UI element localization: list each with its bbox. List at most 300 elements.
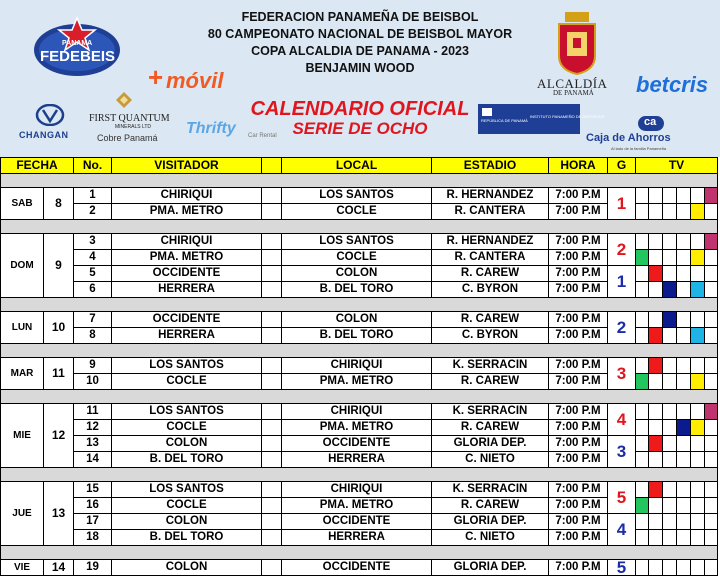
fedebeis-logo	[32, 16, 122, 78]
tv-channel-cell	[636, 312, 649, 328]
stadium: GLORIA DEP.	[432, 436, 549, 452]
tv-channel-cell	[705, 188, 718, 204]
caja-de-ahorros-badge-icon	[638, 116, 664, 131]
g-group-number: 2	[608, 234, 636, 266]
thrifty-logo: Thrifty	[186, 120, 236, 137]
tv-channel-cell	[663, 374, 677, 390]
local-team: PMA. METRO	[282, 498, 432, 514]
game-time: 7:00 P.M	[549, 282, 608, 298]
plus-icon: +	[148, 62, 164, 92]
tv-channel-cell	[649, 204, 663, 220]
changan-text: CHANGAN	[19, 130, 69, 140]
tv-channel-cell	[705, 282, 718, 298]
tv-channel-cell	[649, 420, 663, 436]
tv-channel-cell	[677, 436, 691, 452]
col-hora: HORA	[549, 158, 608, 174]
g-group-number: 4	[608, 514, 636, 546]
g-group-number: 5	[608, 482, 636, 514]
header-row	[1, 158, 718, 174]
visitor-team: HERRERA	[112, 282, 262, 298]
g-group-number: 3	[608, 436, 636, 468]
tv-channel-cell	[663, 204, 677, 220]
tv-channel-cell	[636, 404, 649, 420]
tv-channel-cell	[705, 404, 718, 420]
tv-channel-cell	[649, 452, 663, 468]
game-number: 2	[74, 204, 112, 220]
local-team: COLON	[282, 312, 432, 328]
fedebeis-panama-text: PANAMA	[62, 40, 93, 47]
tv-channel-cell	[663, 358, 677, 374]
game-number: 9	[74, 358, 112, 374]
tv-channel-cell	[677, 282, 691, 298]
first-quantum-name: FIRST QUANTUM	[89, 113, 170, 124]
tv-channel-cell	[663, 266, 677, 282]
tv-channel-cell	[677, 234, 691, 250]
tv-channel-cell	[636, 188, 649, 204]
tv-channel-cell	[691, 530, 705, 546]
tv-channel-cell	[649, 188, 663, 204]
movil-logo	[148, 64, 258, 94]
tv-channel-cell	[691, 498, 705, 514]
tv-channel-cell	[677, 452, 691, 468]
spacer-cell	[262, 436, 282, 452]
tv-channel-cell	[649, 514, 663, 530]
local-team: COLON	[282, 266, 432, 282]
spacer-cell	[262, 560, 282, 576]
date-cell: 13	[44, 482, 74, 546]
spacer-cell	[262, 312, 282, 328]
day-cell: SAB	[1, 188, 44, 220]
col-visitador: VISITADOR	[112, 158, 262, 174]
tv-channel-cell	[691, 420, 705, 436]
game-time: 7:00 P.M	[549, 328, 608, 344]
tv-channel-cell	[663, 250, 677, 266]
local-team: LOS SANTOS	[282, 188, 432, 204]
title-honoree: BENJAMIN WOOD	[305, 61, 415, 75]
local-team: OCCIDENTE	[282, 560, 432, 576]
tv-channel-cell	[636, 436, 649, 452]
tv-channel-cell	[636, 498, 649, 514]
calendar-title: CALENDARIO OFICIAL	[250, 98, 470, 120]
spacer-cell	[262, 234, 282, 250]
game-number: 4	[74, 250, 112, 266]
date-cell: 9	[44, 234, 74, 298]
tv-channel-cell	[649, 312, 663, 328]
separator-row	[1, 546, 718, 560]
spacer-cell	[262, 374, 282, 390]
table-row	[1, 482, 718, 498]
tv-channel-cell	[691, 312, 705, 328]
tv-channel-cell	[677, 374, 691, 390]
tv-channel-cell	[691, 358, 705, 374]
tv-channel-cell	[649, 560, 663, 576]
tv-channel-cell	[649, 234, 663, 250]
date-cell: 14	[44, 560, 74, 576]
visitor-team: COLON	[112, 514, 262, 530]
stadium: R. HERNANDEZ	[432, 234, 549, 250]
day-cell: MAR	[1, 358, 44, 390]
tv-channel-cell	[663, 234, 677, 250]
tv-channel-cell	[705, 560, 718, 576]
first-quantum-emblem-icon	[116, 92, 132, 108]
stadium: K. SERRACIN	[432, 358, 549, 374]
betcris-logo: betcris	[636, 72, 709, 97]
tv-channel-cell	[677, 498, 691, 514]
tv-channel-cell	[705, 250, 718, 266]
tv-channel-cell	[677, 250, 691, 266]
alcaldia-text: ALCALDÍA	[537, 76, 608, 91]
spacer-cell	[262, 498, 282, 514]
tv-channel-cell	[663, 560, 677, 576]
tv-channel-cell	[677, 514, 691, 530]
tv-channel-cell	[705, 498, 718, 514]
date-cell: 10	[44, 312, 74, 344]
visitor-team: B. DEL TORO	[112, 530, 262, 546]
game-time: 7:00 P.M	[549, 250, 608, 266]
visitor-team: COLON	[112, 560, 262, 576]
visitor-team: COCLE	[112, 498, 262, 514]
stadium: R. CAREW	[432, 266, 549, 282]
changan-emblem-icon	[35, 104, 65, 126]
calendar-heading	[240, 98, 480, 138]
game-time: 7:00 P.M	[549, 404, 608, 420]
tv-channel-cell	[691, 282, 705, 298]
tv-channel-cell	[691, 452, 705, 468]
tv-channel-cell	[677, 188, 691, 204]
local-team: OCCIDENTE	[282, 436, 432, 452]
table-row	[1, 436, 718, 452]
tv-channel-cell	[705, 266, 718, 282]
date-cell: 12	[44, 404, 74, 468]
tv-channel-cell	[636, 530, 649, 546]
local-team: COCLE	[282, 204, 432, 220]
game-number: 3	[74, 234, 112, 250]
tv-channel-cell	[677, 358, 691, 374]
g-group-number: 5	[608, 560, 636, 576]
table-row	[1, 188, 718, 204]
visitor-team: CHIRIQUI	[112, 188, 262, 204]
table-row	[1, 312, 718, 328]
local-team: COCLE	[282, 250, 432, 266]
tv-channel-cell	[649, 374, 663, 390]
stadium: GLORIA DEP.	[432, 514, 549, 530]
day-cell: JUE	[1, 482, 44, 546]
tv-channel-cell	[636, 266, 649, 282]
game-time: 7:00 P.M	[549, 312, 608, 328]
tv-channel-cell	[636, 234, 649, 250]
tv-channel-cell	[677, 204, 691, 220]
game-time: 7:00 P.M	[549, 452, 608, 468]
tv-channel-cell	[636, 328, 649, 344]
stadium: K. SERRACIN	[432, 404, 549, 420]
visitor-team: OCCIDENTE	[112, 266, 262, 282]
separator-cell	[1, 390, 718, 404]
game-time: 7:00 P.M	[549, 266, 608, 282]
table-row	[1, 560, 718, 576]
spacer-cell	[262, 204, 282, 220]
local-team: HERRERA	[282, 452, 432, 468]
stadium: C. BYRON	[432, 328, 549, 344]
day-cell: DOM	[1, 234, 44, 298]
col-spacer	[262, 158, 282, 174]
local-team: PMA. METRO	[282, 374, 432, 390]
tv-channel-cell	[663, 436, 677, 452]
separator-cell	[1, 174, 718, 188]
tv-channel-cell	[677, 420, 691, 436]
tv-channel-cell	[663, 498, 677, 514]
game-time: 7:00 P.M	[549, 560, 608, 576]
tv-channel-cell	[705, 358, 718, 374]
fedebeis-name: FEDEBEIS	[40, 48, 116, 65]
separator-row	[1, 344, 718, 358]
tv-channel-cell	[663, 404, 677, 420]
tv-channel-cell	[691, 436, 705, 452]
table-row	[1, 358, 718, 374]
game-time: 7:00 P.M	[549, 358, 608, 374]
tv-channel-cell	[691, 234, 705, 250]
visitor-team: LOS SANTOS	[112, 358, 262, 374]
tv-channel-cell	[663, 312, 677, 328]
tv-channel-cell	[705, 514, 718, 530]
title-federation: FEDERACION PANAMEÑA DE BEISBOL	[241, 10, 479, 24]
visitor-team: LOS SANTOS	[112, 482, 262, 498]
game-time: 7:00 P.M	[549, 234, 608, 250]
stadium: GLORIA DEP.	[432, 560, 549, 576]
tv-channel-cell	[705, 530, 718, 546]
schedule-body	[1, 158, 718, 576]
visitor-team: HERRERA	[112, 328, 262, 344]
tv-channel-cell	[636, 374, 649, 390]
stadium: C. NIETO	[432, 530, 549, 546]
alcaldia-sub-text: DE PANAMÁ	[553, 89, 594, 97]
visitor-team: CHIRIQUI	[112, 234, 262, 250]
day-cell: VIE	[1, 560, 44, 576]
stadium: C. NIETO	[432, 452, 549, 468]
visitor-team: LOS SANTOS	[112, 404, 262, 420]
separator-row	[1, 298, 718, 312]
game-number: 5	[74, 266, 112, 282]
tv-channel-cell	[705, 204, 718, 220]
tv-channel-cell	[636, 482, 649, 498]
tv-channel-cell	[705, 482, 718, 498]
tv-channel-cell	[691, 250, 705, 266]
stadium: R. CAREW	[432, 498, 549, 514]
col-tv: TV	[636, 158, 718, 174]
col-local: LOCAL	[282, 158, 432, 174]
game-number: 17	[74, 514, 112, 530]
tv-channel-cell	[691, 514, 705, 530]
tv-channel-cell	[636, 514, 649, 530]
tv-channel-cell	[705, 436, 718, 452]
tv-channel-cell	[691, 188, 705, 204]
tv-channel-cell	[649, 436, 663, 452]
separator-row	[1, 468, 718, 482]
spacer-cell	[262, 452, 282, 468]
table-row	[1, 266, 718, 282]
caja-de-ahorros-text: Caja de Ahorros	[586, 132, 671, 144]
game-number: 18	[74, 530, 112, 546]
tv-channel-cell	[705, 452, 718, 468]
tv-channel-cell	[677, 530, 691, 546]
separator-row	[1, 390, 718, 404]
separator-cell	[1, 546, 718, 560]
date-cell: 11	[44, 358, 74, 390]
game-time: 7:00 P.M	[549, 204, 608, 220]
tv-channel-cell	[649, 266, 663, 282]
tv-channel-cell	[663, 452, 677, 468]
cobre-panama-text: Cobre Panamá	[97, 133, 158, 143]
col-fecha: FECHA	[1, 158, 74, 174]
tv-channel-cell	[636, 452, 649, 468]
calendar-subtitle: SERIE DE OCHO	[292, 119, 428, 138]
stadium: R. CAREW	[432, 312, 549, 328]
alcaldia-crest-icon	[555, 12, 599, 76]
caja-badge-text: ca	[644, 116, 657, 128]
col-estadio: ESTADIO	[432, 158, 549, 174]
g-group-number: 1	[608, 266, 636, 298]
tv-channel-cell	[636, 204, 649, 220]
local-team: B. DEL TORO	[282, 282, 432, 298]
tv-channel-cell	[649, 498, 663, 514]
visitor-team: PMA. METRO	[112, 250, 262, 266]
game-time: 7:00 P.M	[549, 514, 608, 530]
visitor-team: COCLE	[112, 420, 262, 436]
visitor-team: COCLE	[112, 374, 262, 390]
spacer-cell	[262, 482, 282, 498]
republica-text: REPÚBLICA DE PANAMÁ	[481, 118, 528, 123]
tv-channel-cell	[691, 560, 705, 576]
visitor-team: OCCIDENTE	[112, 312, 262, 328]
tv-channel-cell	[649, 250, 663, 266]
spacer-cell	[262, 358, 282, 374]
tv-channel-cell	[705, 374, 718, 390]
tv-channel-cell	[691, 204, 705, 220]
tv-channel-cell	[649, 358, 663, 374]
game-number: 12	[74, 420, 112, 436]
tv-channel-cell	[705, 328, 718, 344]
spacer-cell	[262, 188, 282, 204]
visitor-team: B. DEL TORO	[112, 452, 262, 468]
col-no: No.	[74, 158, 112, 174]
spacer-cell	[262, 514, 282, 530]
tv-channel-cell	[677, 560, 691, 576]
thrifty-sub-text: Car Rental	[248, 133, 277, 139]
stadium: R. HERNANDEZ	[432, 188, 549, 204]
tv-channel-cell	[677, 266, 691, 282]
local-team: B. DEL TORO	[282, 328, 432, 344]
stadium: R. CANTERA	[432, 204, 549, 220]
stadium: C. BYRON	[432, 282, 549, 298]
tv-channel-cell	[636, 282, 649, 298]
day-cell: LUN	[1, 312, 44, 344]
table-row	[1, 404, 718, 420]
table-row	[1, 514, 718, 530]
game-time: 7:00 P.M	[549, 530, 608, 546]
separator-cell	[1, 298, 718, 312]
game-time: 7:00 P.M	[549, 482, 608, 498]
tv-channel-cell	[705, 420, 718, 436]
tv-channel-cell	[663, 282, 677, 298]
title-cup: COPA ALCALDIA DE PANAMA - 2023	[251, 44, 469, 58]
visitor-team: COLON	[112, 436, 262, 452]
tv-channel-cell	[649, 482, 663, 498]
visitor-team: PMA. METRO	[112, 204, 262, 220]
caja-sub-text: Al lado de la familia Panameña	[611, 146, 667, 151]
stadium: R. CAREW	[432, 374, 549, 390]
movil-text: móvil	[166, 68, 224, 93]
g-group-number: 3	[608, 358, 636, 390]
local-team: CHIRIQUI	[282, 404, 432, 420]
tv-channel-cell	[691, 266, 705, 282]
local-team: HERRERA	[282, 530, 432, 546]
game-time: 7:00 P.M	[549, 436, 608, 452]
header-banner	[0, 0, 720, 157]
tv-channel-cell	[691, 404, 705, 420]
tv-channel-cell	[636, 560, 649, 576]
g-group-number: 4	[608, 404, 636, 436]
spacer-cell	[262, 420, 282, 436]
col-g: G	[608, 158, 636, 174]
table-row	[1, 234, 718, 250]
game-time: 7:00 P.M	[549, 188, 608, 204]
stadium: K. SERRACIN	[432, 482, 549, 498]
tv-channel-cell	[691, 328, 705, 344]
date-cell: 8	[44, 188, 74, 220]
local-team: OCCIDENTE	[282, 514, 432, 530]
tv-channel-cell	[649, 530, 663, 546]
g-group-number: 1	[608, 188, 636, 220]
tv-channel-cell	[691, 374, 705, 390]
tv-channel-cell	[636, 358, 649, 374]
game-number: 19	[74, 560, 112, 576]
game-number: 7	[74, 312, 112, 328]
tv-channel-cell	[649, 404, 663, 420]
tv-channel-cell	[677, 482, 691, 498]
tv-channel-cell	[636, 250, 649, 266]
spacer-cell	[262, 530, 282, 546]
game-number: 16	[74, 498, 112, 514]
game-number: 14	[74, 452, 112, 468]
tv-channel-cell	[649, 328, 663, 344]
separator-cell	[1, 344, 718, 358]
stadium: R. CAREW	[432, 420, 549, 436]
day-cell: MIE	[1, 404, 44, 468]
pandeportes-text: INSTITUTO PANAMEÑO DE DEPORTES	[530, 114, 605, 119]
tv-channel-cell	[663, 420, 677, 436]
g-group-number: 2	[608, 312, 636, 344]
tv-channel-cell	[649, 282, 663, 298]
tv-channel-cell	[663, 188, 677, 204]
game-number: 10	[74, 374, 112, 390]
tv-channel-cell	[677, 328, 691, 344]
tv-channel-cell	[677, 404, 691, 420]
tv-channel-cell	[705, 234, 718, 250]
tv-channel-cell	[663, 328, 677, 344]
spacer-cell	[262, 266, 282, 282]
stadium: R. CANTERA	[432, 250, 549, 266]
tv-channel-cell	[691, 482, 705, 498]
tv-channel-cell	[677, 312, 691, 328]
separator-row	[1, 174, 718, 188]
local-team: CHIRIQUI	[282, 482, 432, 498]
game-number: 8	[74, 328, 112, 344]
pandeportes-logo	[478, 104, 605, 134]
tv-channel-cell	[663, 514, 677, 530]
tv-channel-cell	[705, 312, 718, 328]
separator-row	[1, 220, 718, 234]
spacer-cell	[262, 250, 282, 266]
game-number: 6	[74, 282, 112, 298]
